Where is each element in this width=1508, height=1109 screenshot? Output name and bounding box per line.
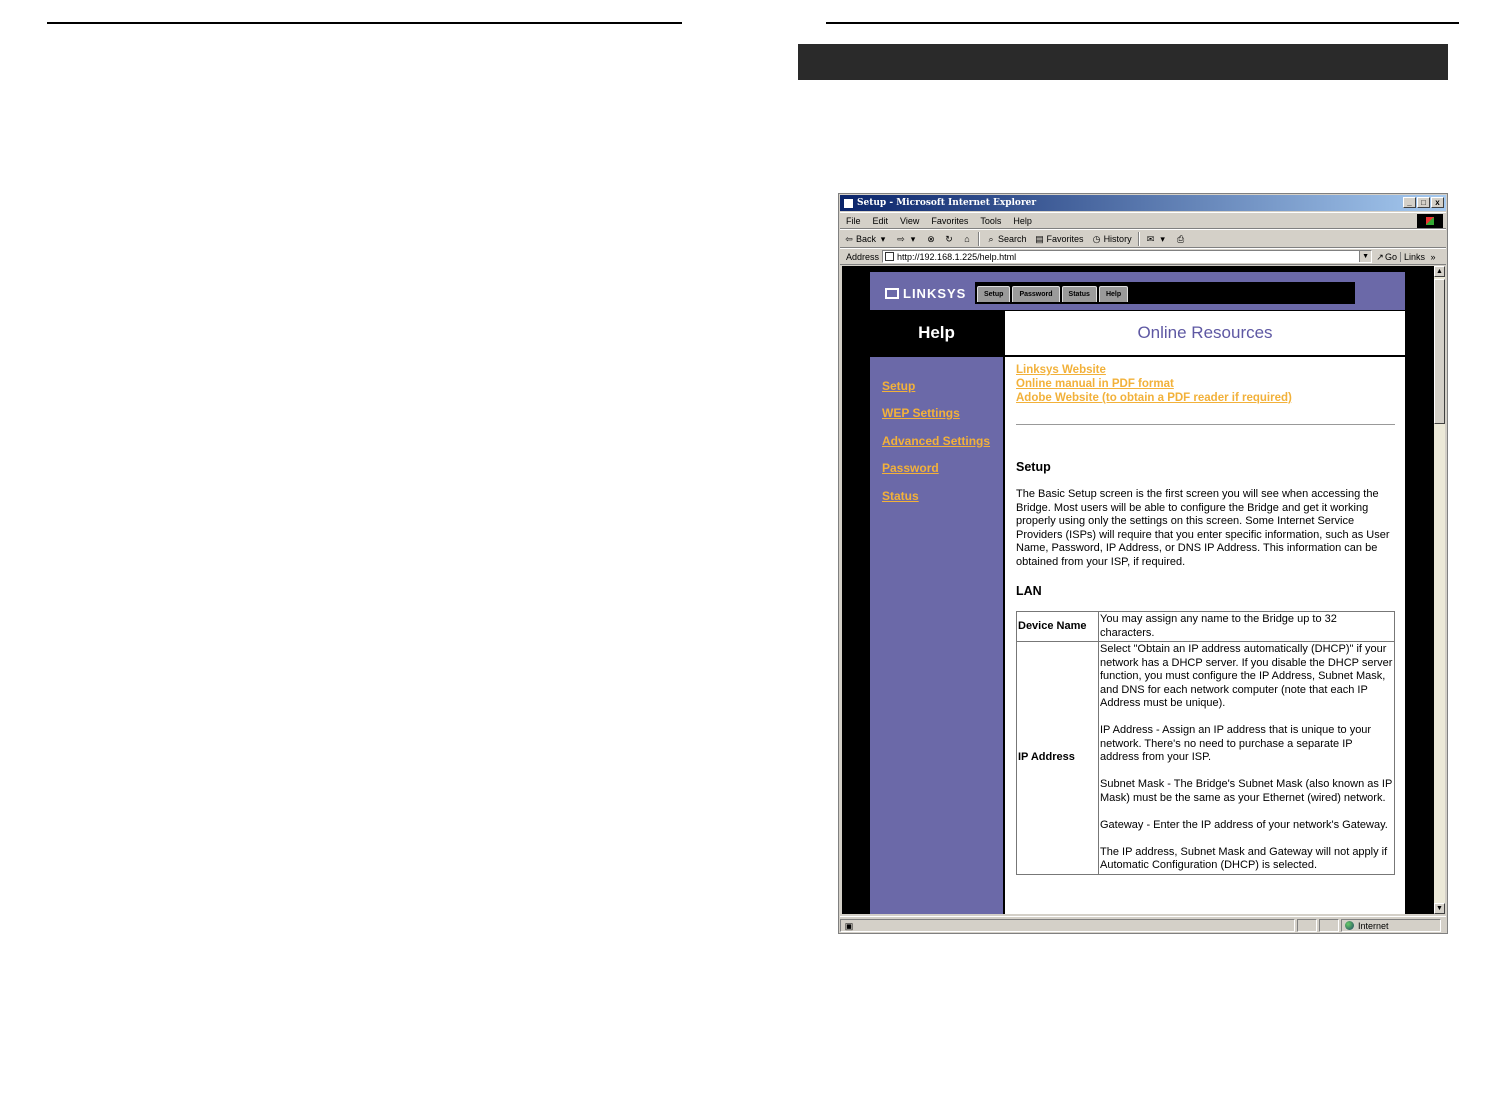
nav-link-wep-settings[interactable]: WEP Settings xyxy=(882,406,960,420)
chevron-right-icon[interactable]: » xyxy=(1430,251,1436,262)
search-label: Search xyxy=(998,233,1027,244)
nav-link-setup[interactable]: Setup xyxy=(882,379,916,393)
favorites-label: Favorites xyxy=(1046,233,1084,244)
favorites-icon: ▤ xyxy=(1035,233,1044,244)
left-nav xyxy=(870,357,1003,914)
online-manual-link[interactable]: Online manual in PDF format xyxy=(1016,378,1174,390)
table-row xyxy=(1017,642,1395,875)
lan-heading: LAN xyxy=(1016,584,1042,598)
top-rule-left xyxy=(47,22,682,24)
close-button[interactable]: x xyxy=(1431,197,1444,208)
refresh-button[interactable] xyxy=(940,234,958,244)
ip-para-subnet: Subnet Mask - The Bridge's Subnet Mask (also known as IP Mask) must be the same as your Ethernet (wired) network. xyxy=(1100,778,1393,804)
menu-edit[interactable]: Edit xyxy=(872,215,889,226)
menu-favorites[interactable]: Favorites xyxy=(931,215,969,226)
globe-icon xyxy=(1345,921,1354,930)
menu-view[interactable]: View xyxy=(900,215,920,226)
status-cell xyxy=(1297,919,1317,932)
address-bar xyxy=(840,248,1446,265)
dropdown-icon: ▾ xyxy=(910,233,916,244)
ip-para-gateway: Gateway - Enter the IP address of your network's Gateway. xyxy=(1100,818,1388,831)
status-bar xyxy=(840,916,1446,934)
toolbar-separator xyxy=(1138,232,1140,246)
nav-tabs xyxy=(977,286,1128,302)
page-icon xyxy=(885,252,894,261)
status-cell xyxy=(1319,919,1339,932)
title-bar xyxy=(840,195,1446,211)
help-content xyxy=(1005,357,1405,914)
tab-status[interactable]: Status xyxy=(1062,286,1097,302)
forward-arrow-icon: ⇨ xyxy=(897,233,905,244)
menu-file[interactable]: File xyxy=(846,215,861,226)
stop-button[interactable] xyxy=(922,234,940,244)
tab-password[interactable]: Password xyxy=(1012,286,1059,302)
search-button[interactable] xyxy=(982,234,1031,244)
linksys-logo xyxy=(885,286,966,301)
address-input[interactable] xyxy=(882,250,1372,263)
adobe-website-link[interactable]: Adobe Website (to obtain a PDF reader if required) xyxy=(1016,392,1292,404)
address-label: Address xyxy=(846,251,880,262)
back-label: Back xyxy=(856,233,877,244)
windows-logo-icon xyxy=(1417,214,1443,228)
ip-para-dhcp: Select "Obtain an IP address automatically (DHCP)" if your network has a DHCP server. If you disable the DHCP server function, you must configure the IP Address, Subnet Mask, and DNS for each network computer (note that each IP Address must be unique). xyxy=(1100,643,1393,709)
forward-button[interactable] xyxy=(892,234,922,244)
nav-link-advanced-settings[interactable]: Advanced Settings xyxy=(882,434,991,448)
page-viewport xyxy=(842,266,1434,914)
mail-button[interactable] xyxy=(1142,234,1172,244)
toolbar-separator xyxy=(978,232,980,246)
ip-para-address: IP Address - Assign an IP address that is unique to your network. There's no need to purchase a separate IP address from your ISP. xyxy=(1100,724,1372,763)
zone-cell xyxy=(1341,919,1441,932)
back-arrow-icon: ⇦ xyxy=(845,233,853,244)
nav-link-password[interactable]: Password xyxy=(882,461,939,475)
menu-help[interactable]: Help xyxy=(1013,215,1032,226)
scroll-thumb[interactable] xyxy=(1434,279,1445,424)
dropdown-icon: ▾ xyxy=(880,233,886,244)
scroll-up-icon[interactable]: ▲ xyxy=(1434,266,1445,277)
window-title: Setup - Microsoft Internet Explorer xyxy=(857,198,1037,208)
page-status-icon: ▣ xyxy=(844,920,854,931)
history-icon: ◷ xyxy=(1092,233,1101,244)
vertical-scrollbar[interactable] xyxy=(1434,266,1445,914)
linksys-website-link[interactable]: Linksys Website xyxy=(1016,364,1106,376)
minimize-button[interactable]: _ xyxy=(1403,197,1416,208)
zone-label: Internet xyxy=(1358,920,1389,931)
setup-description: The Basic Setup screen is the first screen you will see when accessing the Bridge. Most users will be able to configure the Bridge and get it working properly using only the settings on this screen. Some Internet Service Providers (ISPs) will require that you enter specific information, such as User Name, Password, IP Address, or DNS IP Address. This information can be obtained from your ISP, if required. xyxy=(1016,488,1390,568)
print-button[interactable] xyxy=(1172,234,1190,244)
menu-tools[interactable]: Tools xyxy=(980,215,1002,226)
browser-window xyxy=(838,193,1448,934)
back-button[interactable] xyxy=(840,234,892,244)
scroll-down-icon[interactable]: ▼ xyxy=(1434,903,1445,914)
linksys-logo-icon xyxy=(885,288,899,299)
favorites-button[interactable] xyxy=(1031,234,1088,244)
search-icon: ⌕ xyxy=(988,233,994,244)
lan-help-table xyxy=(1016,611,1395,875)
chapter-header-bar xyxy=(798,44,1448,80)
links-button[interactable]: Links xyxy=(1400,252,1428,262)
brand-name: LINKSYS xyxy=(903,286,967,301)
home-icon: ⌂ xyxy=(964,233,970,244)
ie-icon xyxy=(843,198,854,209)
ip-address-desc xyxy=(1099,642,1395,875)
mail-icon: ✉ xyxy=(1146,233,1155,244)
menu-bar xyxy=(840,212,1446,229)
nav-link-status[interactable]: Status xyxy=(882,489,919,503)
device-name-key: Device Name xyxy=(1017,612,1099,642)
refresh-icon: ↻ xyxy=(945,233,953,244)
section-title: Help xyxy=(870,310,1003,355)
address-url: http://192.168.1.225/help.html xyxy=(897,251,1017,262)
print-icon: ⎙ xyxy=(1176,233,1185,244)
ip-para-note: The IP address, Subnet Mask and Gateway will not apply if Automatic Configuration (DHCP) is selected. xyxy=(1100,845,1388,871)
home-button[interactable] xyxy=(958,234,976,244)
tab-setup[interactable]: Setup xyxy=(977,286,1010,302)
ip-address-key: IP Address xyxy=(1017,642,1099,875)
go-label: Go xyxy=(1385,251,1398,262)
table-row xyxy=(1017,612,1395,642)
maximize-button[interactable]: □ xyxy=(1417,197,1430,208)
divider xyxy=(1016,424,1395,425)
dropdown-icon: ▾ xyxy=(1160,233,1165,244)
history-button[interactable] xyxy=(1088,234,1136,244)
device-name-desc: You may assign any name to the Bridge up to 32 characters. xyxy=(1099,612,1395,642)
stop-icon: ⊗ xyxy=(927,233,935,244)
page-title: Online Resources xyxy=(1005,311,1405,357)
address-dropdown-icon[interactable]: ▼ xyxy=(1359,251,1371,262)
go-arrow-icon: ↗ xyxy=(1376,251,1384,262)
tab-help[interactable]: Help xyxy=(1099,286,1128,302)
top-rule-right xyxy=(826,22,1459,24)
status-text-cell xyxy=(840,919,1295,932)
standard-toolbar xyxy=(840,229,1446,248)
go-button[interactable] xyxy=(1372,252,1400,262)
history-label: History xyxy=(1103,233,1132,244)
setup-heading: Setup xyxy=(1016,460,1051,474)
